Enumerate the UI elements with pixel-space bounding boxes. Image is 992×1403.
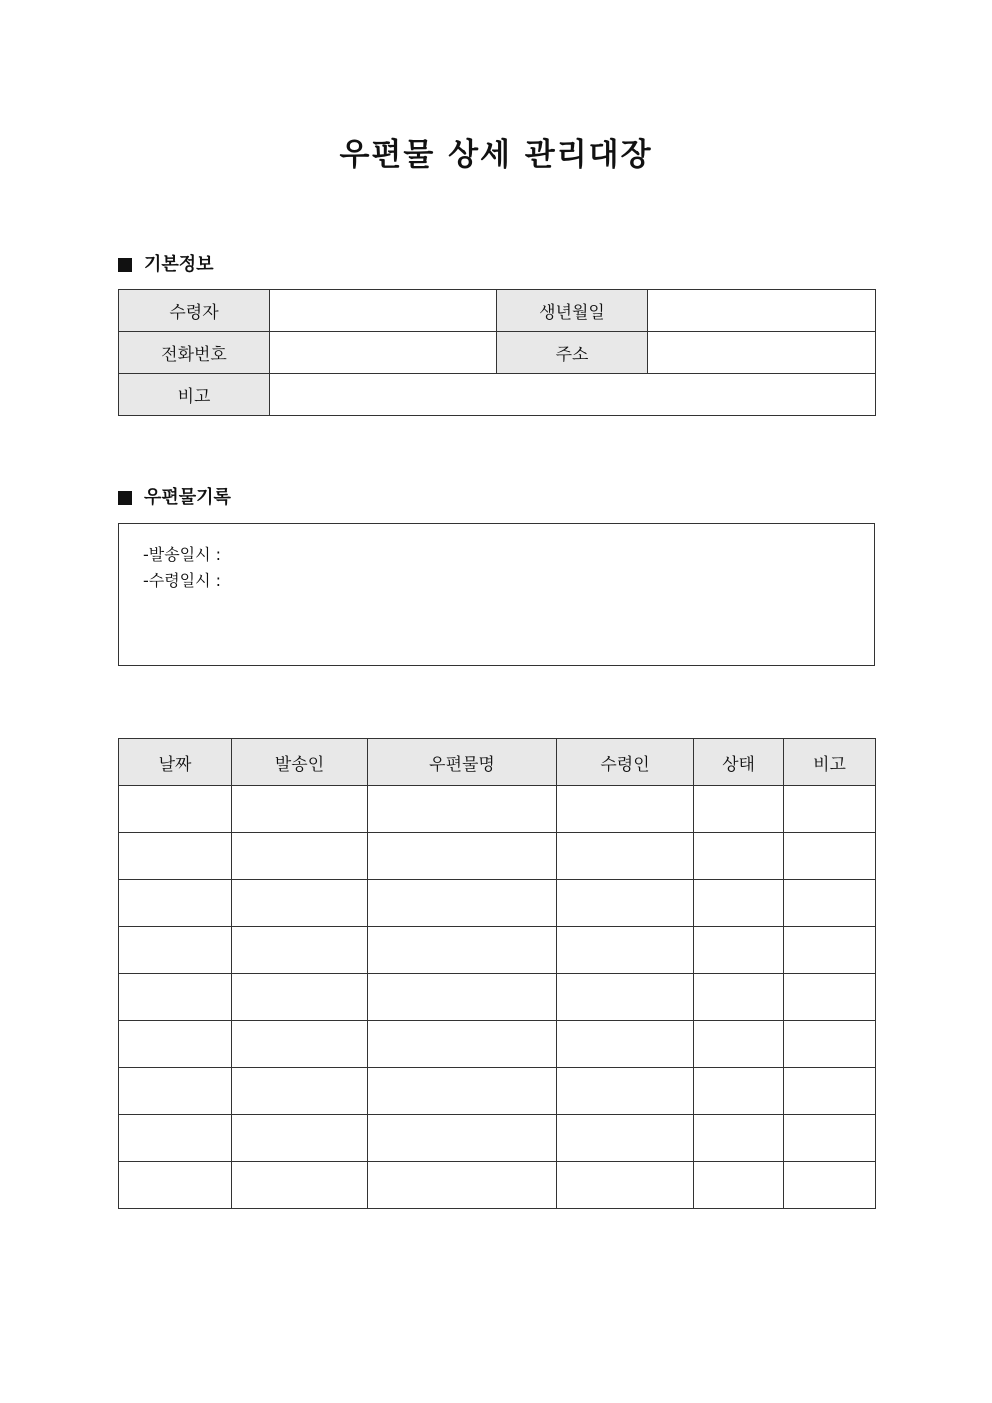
- square-bullet-icon: [118, 258, 132, 272]
- status-cell[interactable]: [694, 1068, 784, 1115]
- mail-name-cell[interactable]: [368, 880, 557, 927]
- note-label: 비고: [119, 374, 270, 416]
- note-cell[interactable]: [784, 974, 876, 1021]
- sender-cell[interactable]: [232, 927, 368, 974]
- table-row: [119, 1068, 876, 1115]
- date-cell[interactable]: [119, 833, 232, 880]
- note-cell[interactable]: [784, 927, 876, 974]
- status-cell[interactable]: [694, 833, 784, 880]
- basic-info-row: [119, 290, 876, 332]
- mail-name-cell[interactable]: [368, 1162, 557, 1209]
- basic-info-heading-label: 기본정보: [144, 254, 214, 275]
- mail-log-table: [118, 738, 876, 1209]
- date-cell[interactable]: [119, 927, 232, 974]
- recipient-cell[interactable]: [557, 880, 694, 927]
- sender-cell[interactable]: [232, 1068, 368, 1115]
- recipient-field[interactable]: [270, 290, 497, 332]
- status-cell[interactable]: [694, 927, 784, 974]
- note-cell[interactable]: [784, 786, 876, 833]
- mail-record-heading-label: 우편물기록: [144, 487, 231, 508]
- date-cell[interactable]: [119, 786, 232, 833]
- sent-datetime-label: -발송일시 :: [143, 545, 222, 564]
- column-header-recipient: 수령인: [557, 739, 694, 786]
- recipient-cell[interactable]: [557, 833, 694, 880]
- recipient-cell[interactable]: [557, 1115, 694, 1162]
- mail-name-cell[interactable]: [368, 927, 557, 974]
- phone-field[interactable]: [270, 332, 497, 374]
- basic-info-row: [119, 332, 876, 374]
- sender-cell[interactable]: [232, 880, 368, 927]
- column-header-note: 비고: [784, 739, 876, 786]
- recipient-cell[interactable]: [557, 1068, 694, 1115]
- status-cell[interactable]: [694, 1021, 784, 1068]
- table-row: [119, 786, 876, 833]
- sender-cell[interactable]: [232, 1162, 368, 1209]
- sender-cell[interactable]: [232, 786, 368, 833]
- note-field[interactable]: [270, 374, 876, 416]
- date-cell[interactable]: [119, 1162, 232, 1209]
- note-cell[interactable]: [784, 880, 876, 927]
- table-row: [119, 1115, 876, 1162]
- column-header-date: 날짜: [119, 739, 232, 786]
- table-row: [119, 1021, 876, 1068]
- date-cell[interactable]: [119, 1115, 232, 1162]
- column-header-status: 상태: [694, 739, 784, 786]
- column-header-sender: 발송인: [232, 739, 368, 786]
- note-cell[interactable]: [784, 833, 876, 880]
- address-label: 주소: [497, 332, 648, 374]
- received-datetime-label: -수령일시 :: [143, 571, 222, 590]
- mail-record-box[interactable]: [118, 523, 875, 666]
- phone-label: 전화번호: [119, 332, 270, 374]
- recipient-cell[interactable]: [557, 786, 694, 833]
- sender-cell[interactable]: [232, 1021, 368, 1068]
- date-cell[interactable]: [119, 974, 232, 1021]
- birthdate-field[interactable]: [648, 290, 876, 332]
- note-cell[interactable]: [784, 1068, 876, 1115]
- status-cell[interactable]: [694, 1162, 784, 1209]
- note-cell[interactable]: [784, 1115, 876, 1162]
- mail-name-cell[interactable]: [368, 1021, 557, 1068]
- status-cell[interactable]: [694, 786, 784, 833]
- status-cell[interactable]: [694, 880, 784, 927]
- mail-name-cell[interactable]: [368, 1115, 557, 1162]
- note-cell[interactable]: [784, 1021, 876, 1068]
- table-row: [119, 833, 876, 880]
- square-bullet-icon: [118, 491, 132, 505]
- basic-info-heading: [118, 253, 214, 277]
- date-cell[interactable]: [119, 880, 232, 927]
- table-row: [119, 880, 876, 927]
- table-row: [119, 974, 876, 1021]
- date-cell[interactable]: [119, 1068, 232, 1115]
- recipient-cell[interactable]: [557, 1162, 694, 1209]
- sender-cell[interactable]: [232, 1115, 368, 1162]
- note-cell[interactable]: [784, 1162, 876, 1209]
- column-header-mail-name: 우편물명: [368, 739, 557, 786]
- mail-log-header-row: [119, 739, 876, 786]
- status-cell[interactable]: [694, 974, 784, 1021]
- sender-cell[interactable]: [232, 833, 368, 880]
- basic-info-table: [118, 289, 876, 416]
- mail-log-body: [119, 786, 876, 1209]
- recipient-cell[interactable]: [557, 927, 694, 974]
- basic-info-row: [119, 374, 876, 416]
- table-row: [119, 927, 876, 974]
- birthdate-label: 생년월일: [497, 290, 648, 332]
- recipient-label: 수령자: [119, 290, 270, 332]
- mail-record-heading: [118, 486, 231, 510]
- recipient-cell[interactable]: [557, 974, 694, 1021]
- mail-name-cell[interactable]: [368, 974, 557, 1021]
- sender-cell[interactable]: [232, 974, 368, 1021]
- recipient-cell[interactable]: [557, 1021, 694, 1068]
- mail-name-cell[interactable]: [368, 786, 557, 833]
- table-row: [119, 1162, 876, 1209]
- page-title: 우편물 상세 관리대장: [339, 137, 653, 173]
- address-field[interactable]: [648, 332, 876, 374]
- date-cell[interactable]: [119, 1021, 232, 1068]
- mail-name-cell[interactable]: [368, 833, 557, 880]
- status-cell[interactable]: [694, 1115, 784, 1162]
- mail-name-cell[interactable]: [368, 1068, 557, 1115]
